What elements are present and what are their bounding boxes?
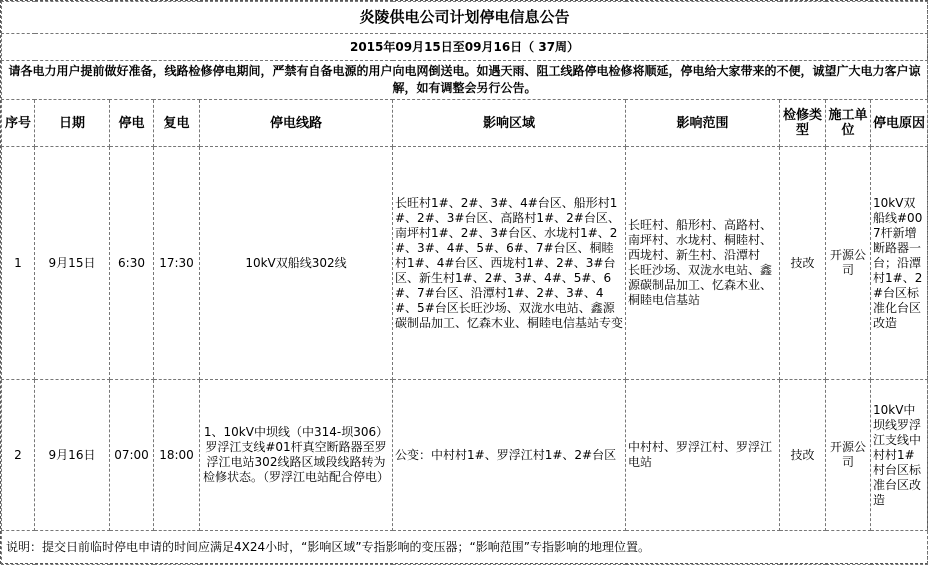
column-header-scope: 影响范围 bbox=[626, 100, 780, 147]
cell-reason: 10kV双船线#007杆新增断路器一台；沿潭村1#、2#台区标准化台区改造 bbox=[871, 147, 928, 380]
cell-no: 2 bbox=[2, 380, 35, 531]
cell-off-time: 07:00 bbox=[110, 380, 154, 531]
table-row bbox=[2, 147, 928, 380]
cell-type: 技改 bbox=[780, 147, 826, 380]
column-header-type: 检修类型 bbox=[780, 100, 826, 147]
column-header-off: 停电 bbox=[110, 100, 154, 147]
cell-reason: 10kV中坝线罗浮江支线中村村1#村台区标准台区改造 bbox=[871, 380, 928, 531]
column-header-reason: 停电原因 bbox=[871, 100, 928, 147]
table-header-row bbox=[2, 100, 928, 147]
cell-area: 公变：中村村1#、罗浮江村1#、2#台区 bbox=[393, 380, 626, 531]
cell-area: 长旺村1#、2#、3#、4#台区、船形村1#、2#、3#台区、高路村1#、2#台区、南坪村1#、2#、3#台区、水垅村1#、2#、3#、4#、5#、6#、7#台区、桐睦村1#、4#台区、西垅村1#、2#、3#台区、新生村1#、2#、3#、4#、5#、6#、7#台区、沿潭村1#、2#、3#、4#、5#台区长旺沙场、双泷水电站、鑫源碳制品加工、忆森木业、桐睦电信基站专变 bbox=[393, 147, 626, 380]
column-header-on: 复电 bbox=[154, 100, 200, 147]
cell-unit: 开源公司 bbox=[826, 147, 871, 380]
cell-line: 10kV双船线302线 bbox=[200, 147, 393, 380]
page-title: 炎陵供电公司计划停电信息公告 bbox=[2, 2, 928, 34]
cell-on-time: 17:30 bbox=[154, 147, 200, 380]
cell-type: 技改 bbox=[780, 380, 826, 531]
cell-scope: 长旺村、船形村、高路村、南坪村、水垅村、桐睦村、西垅村、新生村、沿潭村 长旺沙场、双泷水电站、鑫源碳制品加工、忆森木业、桐睦电信基站 bbox=[626, 147, 780, 380]
column-header-area: 影响区域 bbox=[393, 100, 626, 147]
cell-scope: 中村村、罗浮江村、罗浮江电站 bbox=[626, 380, 780, 531]
cell-unit: 开源公司 bbox=[826, 380, 871, 531]
column-header-no: 序号 bbox=[2, 100, 35, 147]
notice-text: 请各电力用户提前做好准备，线路检修停电期间，严禁有自备电源的用户向电网倒送电。如遇天雨、阻工线路停电检修将顺延，停电给大家带来的不便，诚望广大电力客户谅解，如有调整会另行公告。 bbox=[2, 61, 928, 100]
cell-no: 1 bbox=[2, 147, 35, 380]
cell-on-time: 18:00 bbox=[154, 380, 200, 531]
cell-line: 1、10kV中坝线（中314-坝306）罗浮江支线#01杆真空断路器至罗浮江电站302线路区域段线路转为检修状态。（罗浮江电站配合停电） bbox=[200, 380, 393, 531]
cell-date: 9月15日 bbox=[35, 147, 110, 380]
footer-note: 说明：提交日前临时停电申请的时间应满足4X24小时，“影响区域”专指影响的变压器；“影响范围”专指影响的地理位置。 bbox=[2, 531, 928, 565]
cell-date: 9月16日 bbox=[35, 380, 110, 531]
table-row bbox=[2, 380, 928, 531]
cell-off-time: 6:30 bbox=[110, 147, 154, 380]
column-header-unit: 施工单位 bbox=[826, 100, 871, 147]
column-header-line: 停电线路 bbox=[200, 100, 393, 147]
outage-table bbox=[1, 1, 928, 565]
date-range: 2015年09月15日至09月16日（ 37周） bbox=[2, 34, 928, 61]
column-header-date: 日期 bbox=[35, 100, 110, 147]
